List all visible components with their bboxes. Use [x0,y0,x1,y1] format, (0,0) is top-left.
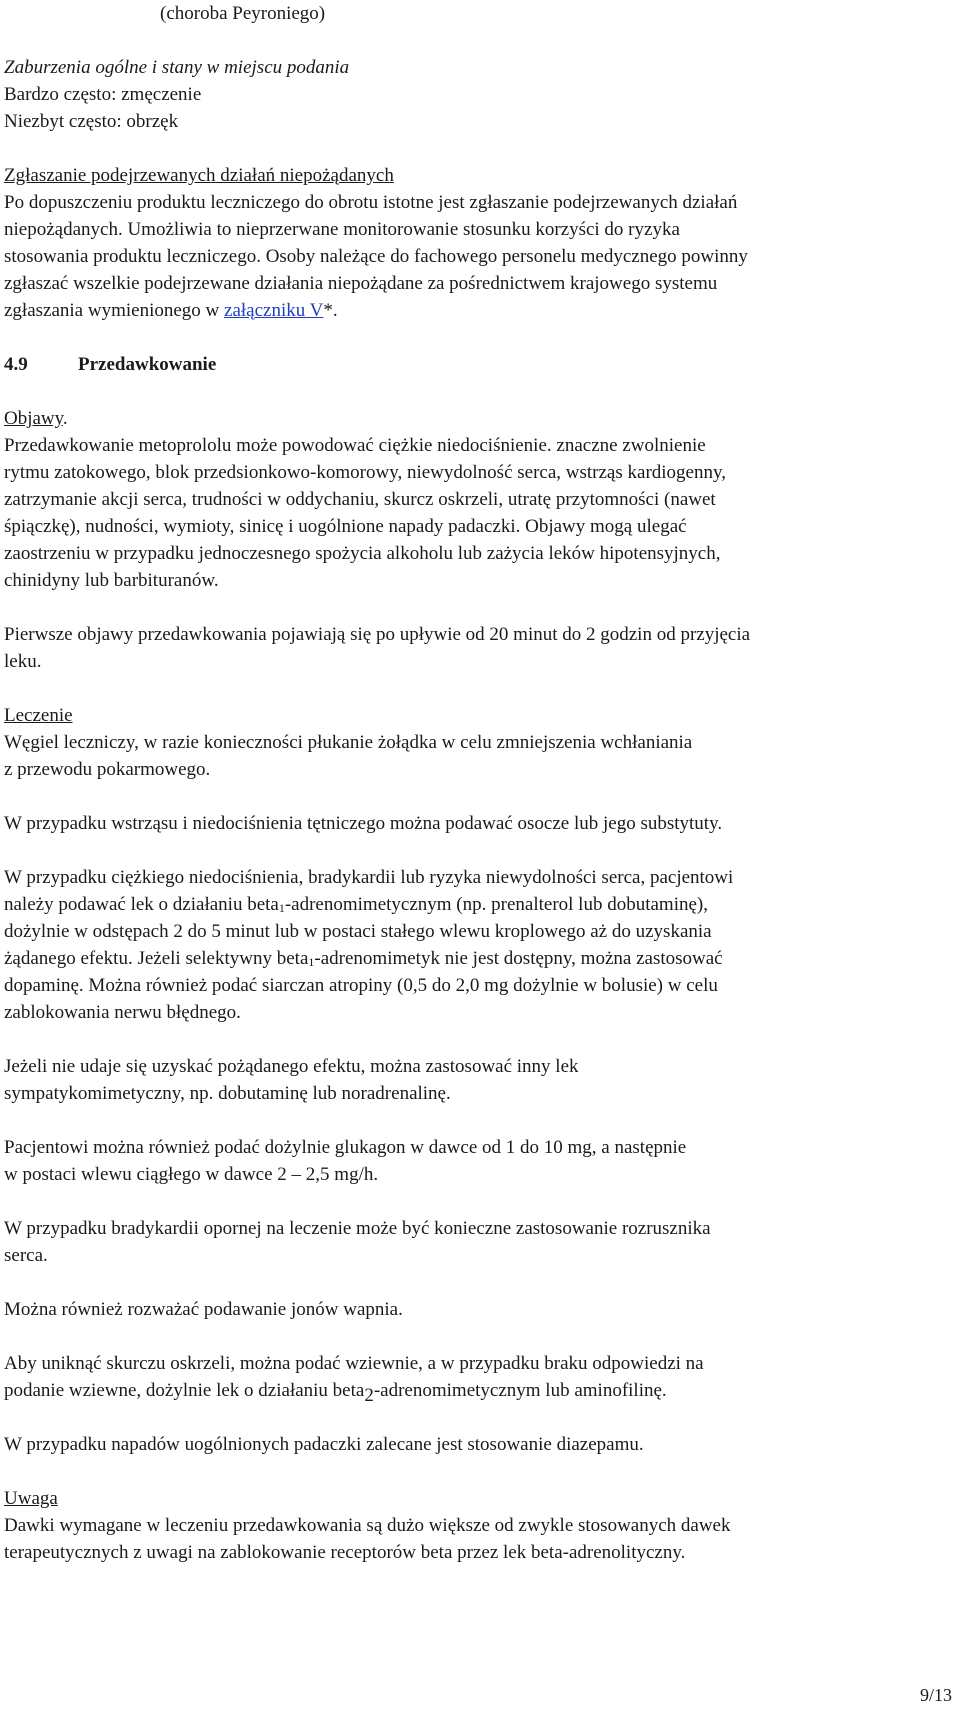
severe-line-6: zablokowania nerwu błędnego. [4,1002,241,1023]
uncommon-line: Niezbyt często: obrzęk [4,111,179,132]
sympathomimetic-line-1: Jeżeli nie udaje się uzyskać pożądanego efektu, można zastosować inny lek [4,1056,579,1077]
severe-line-4 [4,945,944,972]
beta-subscript: 2 [364,1385,374,1406]
note-heading: Uwaga [4,1488,58,1509]
beta-subscript: 1 [308,955,315,969]
reporting-line-5-text: zgłaszania wymienionego w [4,300,225,321]
seizures-line: W przypadku napadów uogólnionych padaczki zalecane jest stosowanie diazepamu. [4,1434,644,1455]
symptoms-line-3: zatrzymanie akcji serca, trudności w oddychaniu, skurcz oskrzeli, utratę przytomności (nawet [4,489,716,510]
reporting-line-4: zgłaszać wszelkie podejrzewane działania niepożądane za pośrednictwem krajowego systemu [4,273,718,294]
annex-v-link[interactable]: załączniku V [224,300,324,321]
symptoms-heading-suffix: . [62,408,68,429]
charcoal-line-2: z przewodu pokarmowego. [4,759,211,780]
pacemaker-line-2: serca. [4,1245,48,1266]
bronchospasm-line-2-rest: -adrenomimetycznym lub aminofilinę. [373,1380,667,1401]
severe-line-1: W przypadku ciężkiego niedociśnienia, bradykardii lub ryzyka niewydolności serca, pacjentowi [4,867,734,888]
onset-line-2: leku. [4,651,42,672]
symptoms-line-1: Przedawkowanie metoprololu może powodować ciężkie niedociśnienie. znaczne zwolnienie [4,435,706,456]
symptoms-line-5: zaostrzeniu w przypadku jednoczesnego spożycia alkoholu lub zażycia leków hipotensyjnych, [4,543,721,564]
symptoms-heading-line [4,405,944,432]
symptoms-line-2: rytmu zatokowego, blok przedsionkowo-komorowy, niewydolność serca, wstrząs kardiogenny, [4,462,726,483]
shock-line: W przypadku wstrząsu i niedociśnienia tętniczego można podawać osocze lub jego substytuty. [4,813,723,834]
reporting-heading: Zgłaszanie podejrzewanych działań niepożądanych [4,165,394,186]
beta-subscript: 1 [278,901,285,915]
bronchospasm-line-2 [4,1377,944,1404]
page-number: 9/13 [919,1685,952,1705]
section-number: 4.9 [4,354,28,375]
treatment-heading: Leczenie [4,705,73,726]
general-disorders-heading: Zaburzenia ogólne i stany w miejscu podania [4,57,350,78]
severe-line-2-rest: -adrenomimetycznym (np. prenalterol lub dobutaminę), [284,894,708,915]
reporting-line-5-suffix: *. [323,300,338,321]
charcoal-line-1: Węgiel leczniczy, w razie konieczności płukanie żołądka w celu zmniejszenia wchłaniania [4,732,693,753]
severe-line-3: dożylnie w odstępach 2 do 5 minut lub w postaci stałego wlewu kroplowego aż do uzyskania [4,921,712,942]
symptoms-line-4: śpiączkę), nudności, wymioty, sinicę i uogólnione napady padaczki. Objawy mogą ulegać [4,516,687,537]
note-line-1: Dawki wymagane w leczeniu przedawkowania są dużo większe od zwykle stosowanych dawek [4,1515,731,1536]
symptoms-line-6: chinidyny lub barbituranów. [4,570,219,591]
reporting-line-3: stosowania produktu leczniczego. Osoby należące do fachowego personelu medycznego powinny [4,246,748,267]
very-common-line: Bardzo często: zmęczenie [4,84,202,105]
pacemaker-line-1: W przypadku bradykardii opornej na leczenie może być konieczne zastosowanie rozrusznika [4,1218,711,1239]
severe-line-5: dopaminę. Można również podać siarczan atropiny (0,5 do 2,0 mg dożylnie w bolusie) w celu [4,975,718,996]
severe-line-4-rest: -adrenomimetyk nie jest dostępny, można zastosować [314,948,723,969]
reporting-line-1: Po dopuszczeniu produktu leczniczego do obrotu istotne jest zgłaszanie podejrzewanych działań [4,192,738,213]
severe-line-2 [4,891,944,918]
reporting-line-2: niepożądanych. Umożliwia to nieprzerwane monitorowanie stosunku korzyści do ryzyka [4,219,680,240]
reporting-line-5 [4,297,944,324]
sympathomimetic-line-2: sympatykomimetyczny, np. dobutaminę lub noradrenalinę. [4,1083,451,1104]
glucagon-line-2: w postaci wlewu ciągłego w dawce 2 – 2,5 mg/h. [4,1164,379,1185]
glucagon-line-1: Pacjentowi można również podać dożylnie glukagon w dawce od 1 do 10 mg, a następnie [4,1137,687,1158]
section-title: Przedawkowanie [78,354,217,375]
bronchospasm-line-1: Aby uniknąć skurczu oskrzeli, można podać wziewnie, a w przypadku braku odpowiedzi na [4,1353,704,1374]
note-line-2: terapeutycznych z uwagi na zablokowanie receptorów beta przez lek beta-adrenolityczny. [4,1542,686,1563]
bronchospasm-line-2-text: podanie wziewne, dożylnie lek o działaniu beta [4,1380,365,1401]
symptoms-heading: Objawy [4,408,63,429]
severe-line-4-text: żądanego efektu. Jeżeli selektywny beta [4,948,309,969]
section-heading [4,351,944,378]
continuation-line: (choroba Peyroniego) [160,3,326,24]
document-page [4,0,944,1566]
calcium-line: Można również rozważać podawanie jonów wapnia. [4,1299,403,1320]
onset-line-1: Pierwsze objawy przedawkowania pojawiają się po upływie od 20 minut do 2 godzin od przyjęcia [4,624,751,645]
severe-line-2-text: należy podawać lek o działaniu beta [4,894,279,915]
